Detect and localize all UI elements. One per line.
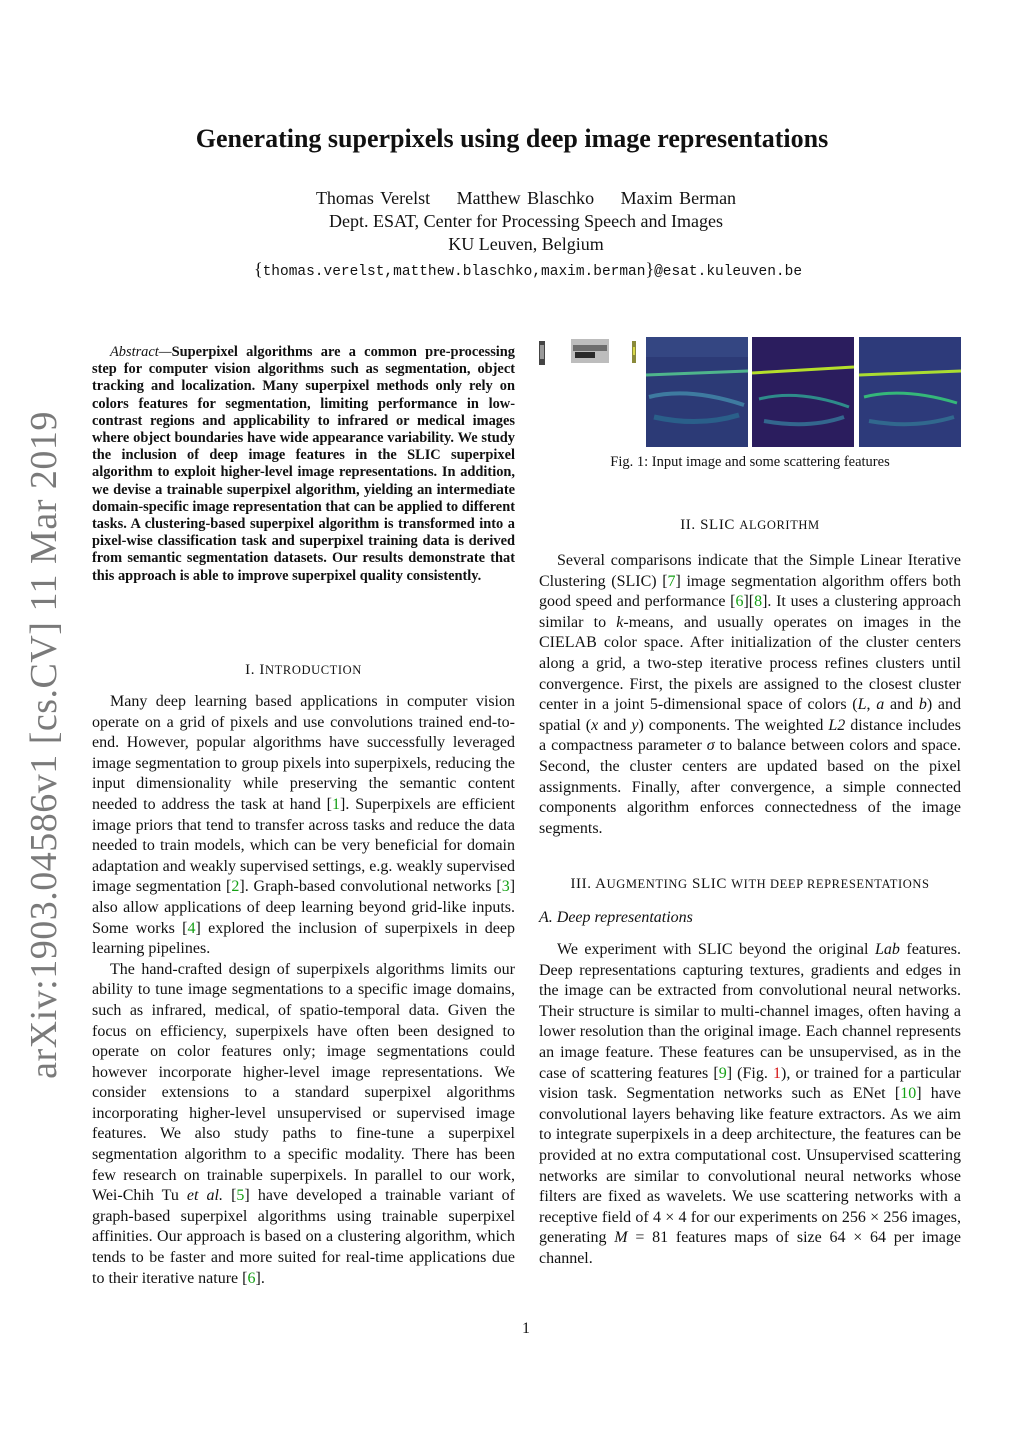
figure-1-caption: Fig. 1: Input image and some scattering features: [610, 454, 890, 470]
slic-paragraph: Several comparisons indicate that the Simple Linear Iterative Clustering (SLIC) [7] image segmentation algorithm offers both good speed and performance [6][8]. It uses a clustering approach similar to k-means, and usually operates on images in the CIELAB color space. After initialization of the cluster centers along a grid, a two-step iterative process refines clusters until convergence. First, the pixels are assigned to the closest cluster center in a joint 5-dimensional space of colors (L, a and b) and spatial (x and y) components. The weighted L2 distance includes a compactness parameter σ to balance between colors and space. Second, the cluster centers are updated based on the pixel assignments. Finally, after convergence, a simple connected components algorithm enforces connectedness of the image segments.: [539, 552, 961, 837]
section-heading-augmenting-slic: III. AUGMENTING SLIC WITH DEEP REPRESENTATIONS: [570, 876, 930, 892]
affiliation-line-2: KU Leuven, Belgium: [448, 234, 604, 254]
citation-link[interactable]: 2: [231, 878, 240, 896]
page-number: 1: [522, 1320, 530, 1337]
citation-link[interactable]: 3: [501, 878, 510, 896]
section-heading-introduction: I. INTRODUCTION: [245, 662, 362, 678]
figure-1: [539, 337, 961, 447]
citation-link[interactable]: 4: [187, 919, 196, 937]
input-thumbnail-2: [571, 339, 609, 363]
author-3: Maxim Berman: [620, 188, 737, 208]
author-emails: {thomas.verelst,matthew.blaschko,maxim.berman}@esat.kuleuven.be: [253, 259, 803, 280]
abstract-body: Superpixel algorithms are a common pre-processing step for computer vision algorithms such as segmentation, object tracking and localization. Many superpixel methods only rely on colors features for segmentation, limiting performance in low-contrast regions and applicability to infrared or medical images where object boundaries have wide appearance variability. We study the inclusion of deep image features in the SLIC superpixel algorithm to exploit higher-level image representations. In addition, we devise a trainable superpixel algorithm, yielding an intermediate domain-specific image representation that can be applied to different tasks. A clustering-based superpixel algorithm is transformed into a pixel-wise classification task and superpixel training data is derived from semantic segmentation datasets. Our results demonstrate that this approach is able to improve superpixel quality consistently.: [92, 344, 515, 584]
email-names: thomas.verelst,matthew.blaschko,maxim.berman: [262, 264, 646, 280]
figure-link[interactable]: 1: [773, 1064, 782, 1082]
subsection-heading-deep-representations: A. Deep representations: [539, 909, 693, 926]
input-thumbnail-1: [539, 341, 545, 365]
citation-link[interactable]: 8: [754, 593, 763, 611]
citation-link[interactable]: 6: [247, 1269, 256, 1287]
abstract-lead: Abstract—: [110, 344, 172, 360]
intro-paragraph-2: The hand-crafted design of superpixels algorithms limits our ability to tune image segmentations to a specific image domains, such as infrared, medical, of spatio-temporal data. Given the focus on efficiency, superpixels have often been designed to operate on color features only; image segmentations could however incorporate higher-level image representations. We consider extensions to a standard superpixel algorithms incorporating higher-level unsupervised or supervised image features. We also study paths to fine-tune a superpixel segmentation algorithm to a specific modality. There has been few research on trainable superpixels. In parallel to our work, Wei-Chih Tu et al. [5] have developed a trainable variant of graph-based superpixel algorithms using trainable superpixel affinities. Our approach is based on a clustering algorithm, which tends to be faster and more suited for real-time applications due to their iterative nature [6].: [92, 960, 516, 1287]
arxiv-id: arXiv:1903.04586v1 [cs.CV] 11 Mar 2019: [23, 411, 65, 1079]
author-list: [0, 188, 1024, 209]
intro-paragraph-1: Many deep learning based applications in computer vision operate on a grid of pixels and use convolutions trained end-to-end. However, popular algorithms have successfully leveraged image segmentation to group pixels into superpixels, reducing the input dimensionality while preserving the semantic content needed to address the task at hand [1]. Superpixels are efficient image priors that tend to transfer across tasks and reduce the data needed to train models, which can be very beneficial for domain adaptation and weakly supervised settings, e.g. weakly supervised image segmentation [2]. Graph-based convolutional networks [3] also allow applications of deep learning beyond grid-like inputs. Some works [4] explored the inclusion of superpixels in deep learning pipelines.: [92, 693, 516, 958]
citation-link[interactable]: 1: [332, 795, 341, 813]
section-heading-slic: II. SLIC ALGORITHM: [680, 517, 820, 533]
slic-text: [539, 551, 961, 839]
citation-link[interactable]: 10: [900, 1085, 917, 1103]
citation-link[interactable]: 7: [667, 572, 676, 590]
email-domain: @esat.kuleuven.be: [654, 264, 803, 280]
citation-link[interactable]: 6: [735, 593, 744, 611]
citation-link[interactable]: 5: [236, 1187, 245, 1205]
introduction-text: [92, 692, 515, 1289]
author-1: Thomas Verelst: [315, 188, 431, 208]
deep-representations-paragraph: We experiment with SLIC beyond the original Lab features. Deep representations capturing textures, gradients and edges in the image can be extracted from convolutional neural networks. Their structure is similar to multi-channel images, often having a lower resolution than the original image. Each channel represents an image feature. These features can be unsupervised, as in the case of scattering features [9] (Fig. 1), or trained for a particular vision task. Segmentation networks such as ENet [10] have convolutional layers behaving like feature extractors. As we aim to integrate superpixels in a deep architecture, the features can be provided at no extra computational cost. Unsupervised scattering networks are similar to convolutional neural networks whose filters are fixed as wavelets. We use scattering networks with a receptive field of 4 × 4 for our experiments on 256 × 256 images, generating M = 81 features maps of size 64 × 64 per image channel.: [539, 941, 962, 1267]
figure-1-image: [539, 337, 961, 447]
affiliation-line-1: Dept. ESAT, Center for Processing Speech and Images: [328, 211, 724, 231]
scattering-feature-1: [646, 337, 748, 447]
citation-link[interactable]: 9: [718, 1064, 727, 1082]
deep-representations-text: [539, 940, 961, 1270]
author-2: Matthew Blaschko: [456, 188, 595, 208]
scattering-feature-2: [752, 337, 854, 447]
paper-title: Generating superpixels using deep image representations: [195, 124, 829, 153]
input-thumbnail-3: [632, 341, 636, 363]
scattering-feature-3: [859, 337, 961, 447]
abstract: [92, 344, 515, 585]
